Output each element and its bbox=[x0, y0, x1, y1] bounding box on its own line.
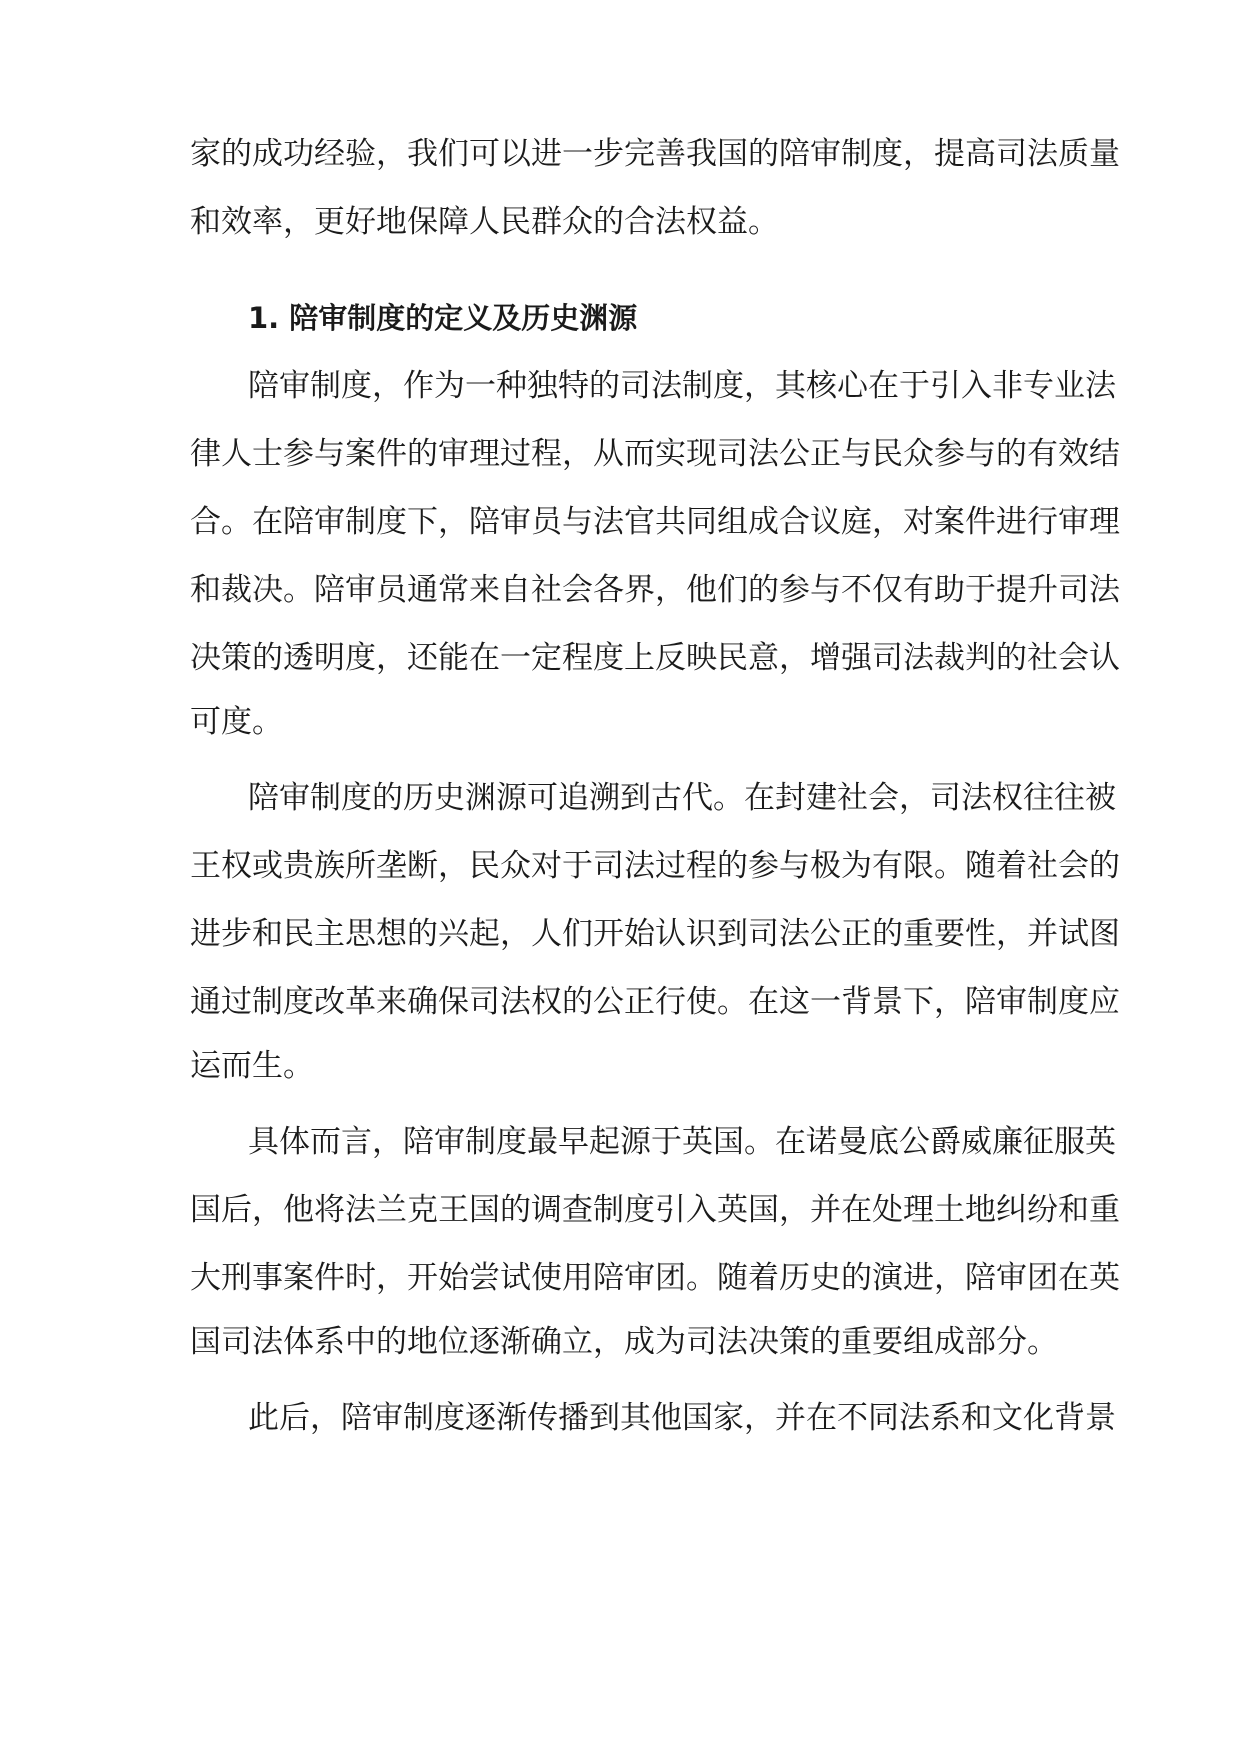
intro-line-2: 和效率，更好地保障人民群众的合法权益。 bbox=[190, 204, 779, 240]
para2-line-4: 通过制度改革来确保司法权的公正行使。在这一背景下，陪审制度应 bbox=[190, 984, 1120, 1020]
para2-line-1: 陪审制度的历史渊源可追溯到古代。在封建社会，司法权往往被 bbox=[248, 780, 1116, 816]
para1-line-2: 律人士参与案件的审理过程，从而实现司法公正与民众参与的有效结 bbox=[190, 436, 1120, 472]
para1-line-5: 决策的透明度，还能在一定程度上反映民意，增强司法裁判的社会认 bbox=[190, 640, 1120, 676]
section-heading: 1. 陪审制度的定义及历史渊源 bbox=[248, 301, 638, 335]
para1-line-3: 合。在陪审制度下，陪审员与法官共同组成合议庭，对案件进行审理 bbox=[190, 504, 1120, 540]
para3-line-3: 大刑事案件时，开始尝试使用陪审团。随着历史的演进，陪审团在英 bbox=[190, 1260, 1120, 1296]
para2-line-2: 王权或贵族所垄断，民众对于司法过程的参与极为有限。随着社会的 bbox=[190, 848, 1120, 884]
para2-line-3: 进步和民主思想的兴起，人们开始认识到司法公正的重要性，并试图 bbox=[190, 916, 1120, 952]
para2-line-5: 运而生。 bbox=[190, 1048, 314, 1084]
para1-line-1: 陪审制度，作为一种独特的司法制度，其核心在于引入非专业法 bbox=[248, 368, 1116, 404]
para3-line-4: 国司法体系中的地位逐渐确立，成为司法决策的重要组成部分。 bbox=[190, 1324, 1058, 1360]
para1-line-4: 和裁决。陪审员通常来自社会各界，他们的参与不仅有助于提升司法 bbox=[190, 572, 1120, 608]
para1-line-6: 可度。 bbox=[190, 704, 283, 740]
para3-line-1: 具体而言，陪审制度最早起源于英国。在诺曼底公爵威廉征服英 bbox=[248, 1124, 1116, 1160]
intro-line-1: 家的成功经验，我们可以进一步完善我国的陪审制度，提高司法质量 bbox=[190, 136, 1120, 172]
para4-line-1: 此后，陪审制度逐渐传播到其他国家，并在不同法系和文化背景 bbox=[248, 1400, 1116, 1436]
para3-line-2: 国后，他将法兰克王国的调查制度引入英国，并在处理土地纠纷和重 bbox=[190, 1192, 1120, 1228]
